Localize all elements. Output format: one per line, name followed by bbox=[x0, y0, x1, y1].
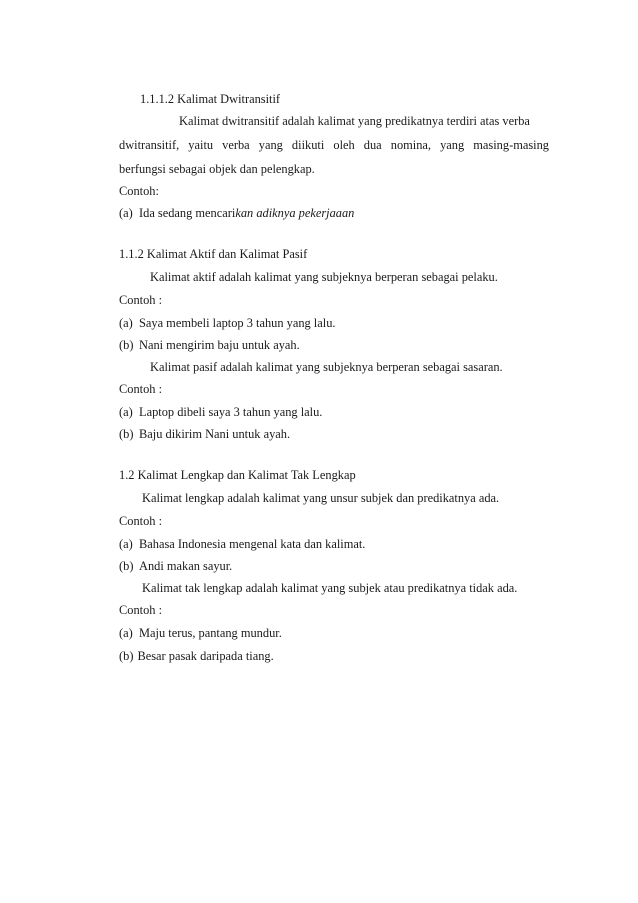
example-item bbox=[119, 337, 300, 353]
example-number: (a) bbox=[119, 537, 133, 551]
example-item bbox=[119, 205, 354, 221]
example-text-italic: kan adiknya pekerjaaan bbox=[235, 206, 355, 220]
example-text: Nani mengirim baju untuk ayah. bbox=[139, 338, 300, 352]
example-item bbox=[119, 404, 322, 420]
example-number: (a) bbox=[119, 316, 133, 330]
definition-lengkap: Kalimat lengkap adalah kalimat yang unsur subjek dan predikatnya ada. bbox=[142, 491, 500, 505]
contoh-label: Contoh : bbox=[119, 603, 163, 617]
example-number: (a) bbox=[119, 405, 133, 419]
section-heading-lengkap: 1.2 Kalimat Lengkap dan Kalimat Tak Lengkap bbox=[119, 468, 356, 482]
contoh-label: Contoh : bbox=[119, 514, 163, 528]
example-text: Andi makan sayur. bbox=[139, 559, 233, 573]
section-heading-aktif-pasif: 1.1.2 Kalimat Aktif dan Kalimat Pasif bbox=[119, 247, 308, 261]
section-heading-dwitransitif: 1.1.1.2 Kalimat Dwitransitif bbox=[140, 92, 281, 106]
example-number: (b) bbox=[119, 427, 134, 441]
example-number: (b) bbox=[119, 338, 134, 352]
definition-tak-lengkap: Kalimat tak lengkap adalah kalimat yang subjek atau predikatnya tidak ada. bbox=[142, 581, 518, 595]
definition-pasif: Kalimat pasif adalah kalimat yang subjeknya berperan sebagai sasaran. bbox=[150, 360, 503, 374]
example-text: Maju terus, pantang mundur. bbox=[139, 626, 282, 640]
example-text: Besar pasak daripada tiang. bbox=[137, 649, 274, 663]
example-item bbox=[119, 558, 232, 574]
paragraph-line: dwitransitif, yaitu verba yang diikuti oleh dua nomina, yang masing-masing bbox=[119, 138, 549, 152]
example-number: (a) bbox=[119, 206, 133, 220]
paragraph-line: berfungsi sebagai objek dan pelengkap. bbox=[119, 162, 315, 176]
paragraph-line: Kalimat dwitransitif adalah kalimat yang predikatnya terdiri atas verba bbox=[179, 114, 530, 128]
contoh-label: Contoh : bbox=[119, 382, 163, 396]
example-text: Ida sedang mencari bbox=[139, 206, 236, 220]
example-text: Bahasa Indonesia mengenal kata dan kalimat. bbox=[139, 537, 366, 551]
definition-aktif: Kalimat aktif adalah kalimat yang subjeknya berperan sebagai pelaku. bbox=[150, 270, 498, 284]
example-item bbox=[119, 648, 274, 664]
example-item bbox=[119, 536, 365, 552]
example-number: (a) bbox=[119, 626, 133, 640]
example-number: (b) bbox=[119, 559, 134, 573]
contoh-label: Contoh: bbox=[119, 184, 159, 198]
example-item bbox=[119, 315, 335, 331]
example-number: (b) bbox=[119, 649, 134, 663]
example-text: Saya membeli laptop 3 tahun yang lalu. bbox=[139, 316, 336, 330]
example-text: Baju dikirim Nani untuk ayah. bbox=[139, 427, 291, 441]
contoh-label: Contoh : bbox=[119, 293, 163, 307]
example-text: Laptop dibeli saya 3 tahun yang lalu. bbox=[139, 405, 323, 419]
example-item bbox=[119, 426, 290, 442]
example-item bbox=[119, 625, 282, 641]
